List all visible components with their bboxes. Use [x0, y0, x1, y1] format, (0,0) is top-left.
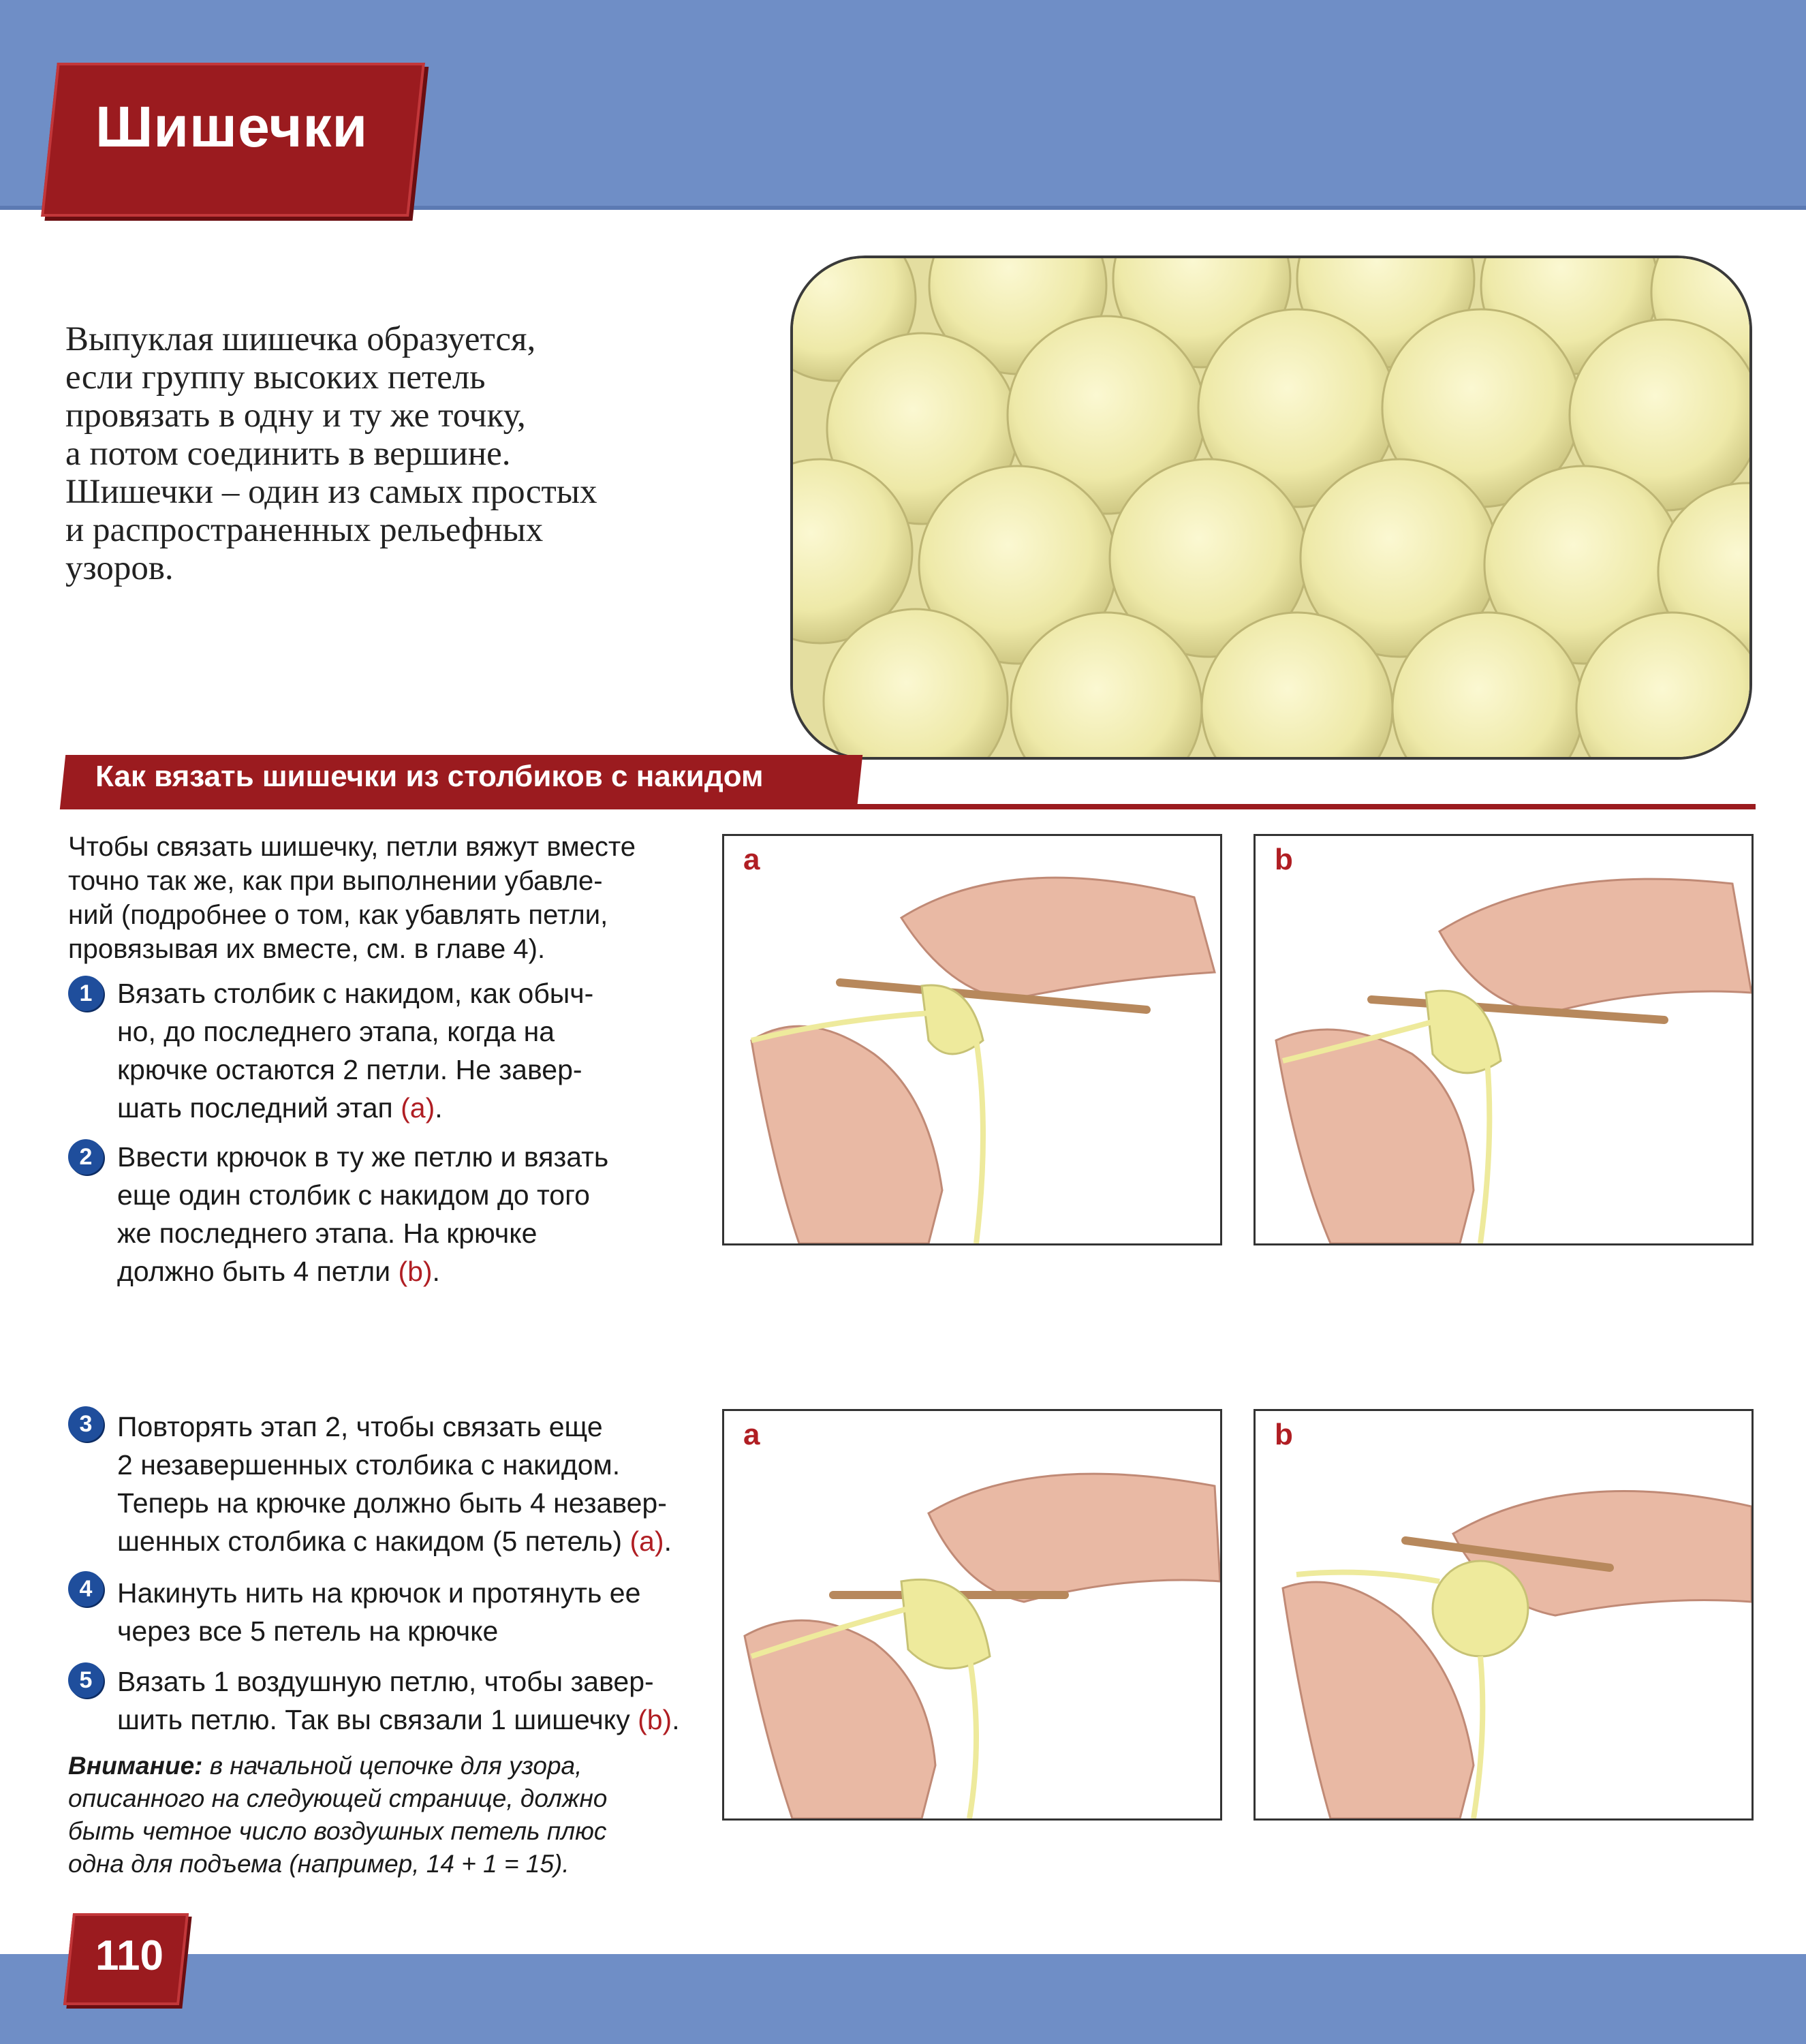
- step-number: 5: [68, 1662, 104, 1698]
- step-line: [117, 1522, 730, 1560]
- step-line: Вязать столбик с накидом, как обыч-: [117, 978, 594, 1009]
- step-line: еще один столбик с накидом до того: [117, 1179, 590, 1211]
- step-line: Накинуть нить на крючок и протянуть ее: [117, 1577, 641, 1609]
- intro-line: Выпуклая шишечка образуется,: [65, 320, 536, 358]
- step-line-end: .: [435, 1092, 443, 1124]
- section-rule: [63, 804, 1756, 809]
- step-line-end: .: [672, 1704, 680, 1735]
- step-number: 4: [68, 1571, 104, 1607]
- intro-line: если группу высоких петель: [65, 358, 486, 397]
- lead-line: Чтобы связать шишечку, петли вяжут вместе: [68, 832, 636, 862]
- lead-line: точно так же, как при выполнении убавле-: [68, 866, 603, 896]
- hands-crochet-illustration: [1256, 836, 1751, 1243]
- step-number: 1: [68, 976, 104, 1011]
- note-line: [68, 1750, 695, 1782]
- page-title: Шишечки: [95, 95, 369, 159]
- step-line: но, до последнего этапа, когда на: [117, 1016, 555, 1047]
- step-line: Ввести крючок в ту же петлю и вязать: [117, 1141, 609, 1173]
- hands-crochet-illustration: [1256, 1411, 1751, 1818]
- step-line-text: шить петлю. Так вы связали 1 шишечку: [117, 1704, 638, 1735]
- lead-line: провязывая их вместе, см. в главе 4).: [68, 934, 546, 964]
- step-number: 3: [68, 1406, 104, 1442]
- intro-line: узоров.: [65, 549, 174, 587]
- step-line-text: шенных столбика с накидом (5 петель): [117, 1526, 630, 1557]
- step-line: Теперь на крючке должно быть 4 незавер-: [117, 1487, 667, 1519]
- photo-label: b: [1275, 843, 1293, 876]
- intro-line: Шишечки – один из самых простых: [65, 473, 597, 511]
- step-line: [117, 1089, 730, 1127]
- section-title: Как вязать шишечки из столбиков с накидом: [95, 760, 764, 793]
- step-line-end: .: [664, 1526, 672, 1557]
- step-line-text: должно быть 4 петли: [117, 1256, 399, 1287]
- hands-crochet-illustration: [724, 836, 1220, 1243]
- intro-line: а потом соединить в вершине.: [65, 435, 511, 473]
- intro-line: провязать в одну и ту же точку,: [65, 397, 526, 435]
- note-line: быть четное число воздушных петель плюс: [68, 1817, 607, 1845]
- bobble-swatch-photo: [790, 256, 1752, 760]
- step-line: 2 незавершенных столбика с накидом.: [117, 1449, 621, 1481]
- step-line: крючке остаются 2 петли. Не завер-: [117, 1054, 582, 1085]
- step-line: [117, 1701, 730, 1739]
- note-line: одна для подъема (например, 14 + 1 = 15).: [68, 1850, 570, 1878]
- photo-reference: (b): [638, 1704, 672, 1735]
- step-photo: [722, 1409, 1222, 1821]
- lead-line: ний (подробнее о том, как убавлять петли,: [68, 900, 608, 930]
- lead-paragraph: [68, 830, 722, 966]
- photo-reference: (a): [629, 1526, 664, 1557]
- photo-reference: (b): [398, 1256, 433, 1287]
- step-3-text: [117, 1408, 730, 1560]
- step-line: Повторять этап 2, чтобы связать еще: [117, 1411, 603, 1442]
- intro-line: и распространенных рельефных: [65, 511, 544, 549]
- step-number: 2: [68, 1139, 104, 1175]
- photo-label: a: [743, 843, 760, 876]
- step-photo: [722, 834, 1222, 1245]
- step-line-end: .: [432, 1256, 440, 1287]
- bobble-texture: [793, 258, 1749, 757]
- footer-band: [0, 1954, 1806, 2044]
- step-photo: [1254, 834, 1754, 1245]
- photo-label: a: [743, 1418, 760, 1451]
- hands-crochet-illustration: [724, 1411, 1220, 1818]
- page-number: 110: [95, 1932, 164, 1979]
- step-line: Вязать 1 воздушную петлю, чтобы завер-: [117, 1666, 654, 1697]
- intro-text: [65, 320, 733, 587]
- note-label: Внимание:: [68, 1752, 203, 1780]
- step-1-text: [117, 974, 730, 1127]
- photo-reference: (a): [401, 1092, 435, 1124]
- step-photo: [1254, 1409, 1754, 1821]
- step-line: же последнего этапа. На крючке: [117, 1218, 538, 1249]
- step-2-text: [117, 1138, 730, 1290]
- step-line-text: шать последний этап: [117, 1092, 401, 1124]
- step-line: через все 5 петель на крючке: [117, 1615, 499, 1647]
- note-line: описанного на следующей странице, должно: [68, 1784, 608, 1812]
- step-line: [117, 1252, 730, 1290]
- step-5-text: [117, 1662, 730, 1739]
- note-text: в начальной цепочке для узора,: [202, 1752, 582, 1780]
- step-4-text: [117, 1574, 730, 1650]
- photo-label: b: [1275, 1418, 1293, 1451]
- attention-note: [68, 1750, 695, 1880]
